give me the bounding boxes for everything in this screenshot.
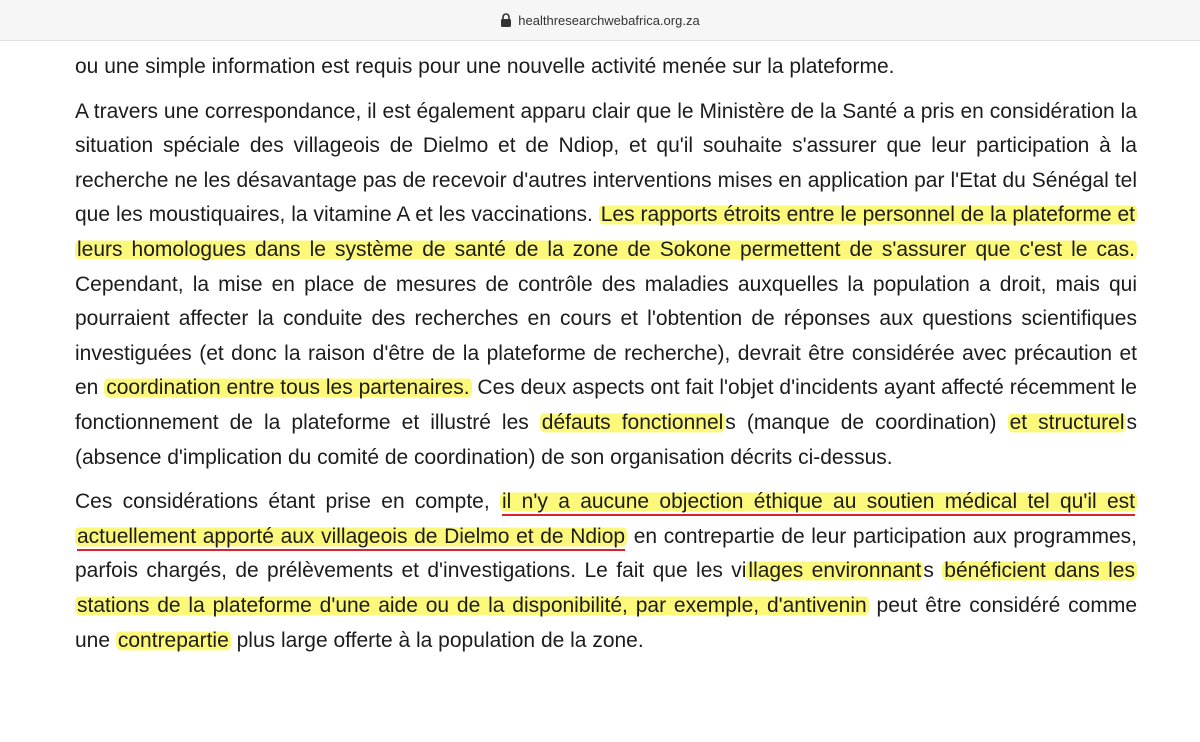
browser-address-bar[interactable]: [0, 0, 1200, 41]
document-body: [75, 50, 1137, 658]
highlight-defauts-fonctionnels: défauts fonctionnel: [541, 410, 724, 434]
p2-text-4: s (manque de coordination): [725, 410, 1008, 434]
p2-text-5: s (absence d'implication du comité de coordination) de son organisation décrits ci-dessus.: [75, 410, 1137, 469]
p3-text-2: en contrepartie de leur participation aux programmes, parfois chargés, de prélèvements et d'investigations. Le fait que les vi: [75, 524, 1137, 583]
p3-text-5: plus large offerte à la population de la zone.: [230, 628, 644, 652]
p2-text-3: Ces deux aspects ont fait l'objet d'incidents ayant affecté récemment le fonctionnement de la plateforme et illustré les: [75, 376, 1137, 434]
p3-text-4: peut être considéré comme une: [75, 593, 1138, 652]
highlight-villages-environnants: llages environnant: [748, 559, 922, 583]
paragraph-3: [75, 485, 1137, 658]
highlight-structurels: et structurel: [1009, 410, 1125, 434]
highlight-beneficient: bénéficient dans les stations de la plateforme d'une aide ou de la disponibilité, par exemple, d'antivenin: [77, 559, 1135, 617]
lock-icon: [500, 13, 512, 27]
p3-text-3: s: [923, 559, 943, 583]
highlight-coordination: coordination entre tous les partenaires.: [106, 376, 470, 400]
underlined-highlight-objection: il n'y a aucune objection éthique au soutien médical tel qu'il est actuellement apporté aux villageois de Dielmo et de Ndiop: [77, 490, 1136, 548]
p2-text-2: Cependant, la mise en place de mesures de contrôle des maladies auxquelles la population a droit, mais qui pourraient affecter la conduite des recherches en cours et l'obtention de réponses aux questions scientifiques investiguées (et donc la raison d'être de la plateforme de recherche), devrait être considérée avec précaution et en: [75, 272, 1137, 400]
url-text: healthresearchwebafrica.org.za: [518, 12, 700, 28]
highlight-contrepartie: contrepartie: [117, 628, 229, 652]
highlight-rapports: Les rapports étroits entre le personnel de la plateforme et leurs homologues dans le système de santé de la zone de Sokone permettent de s'assurer que c'est le cas.: [77, 203, 1135, 261]
paragraph-1-text: ou une simple information est requis pour une nouvelle activité menée sur la plateforme.: [75, 55, 895, 78]
paragraph-2: [75, 95, 1137, 476]
paragraph-1: [75, 50, 1137, 85]
p2-text-1: A travers une correspondance, il est également apparu clair que le Ministère de la Santé a pris en considération la situation spéciale des villageois de Dielmo et de Ndiop, et qu'il souhaite s'assurer que leur participation à la recherche ne les désavantage pas de recevoir d'autres interventions mises en application par l'Etat du Sénégal tel que les moustiquaires, la vitamine A et les vaccinations.: [75, 99, 1137, 227]
p3-text-1: Ces considérations étant prise en compte,: [75, 490, 501, 514]
